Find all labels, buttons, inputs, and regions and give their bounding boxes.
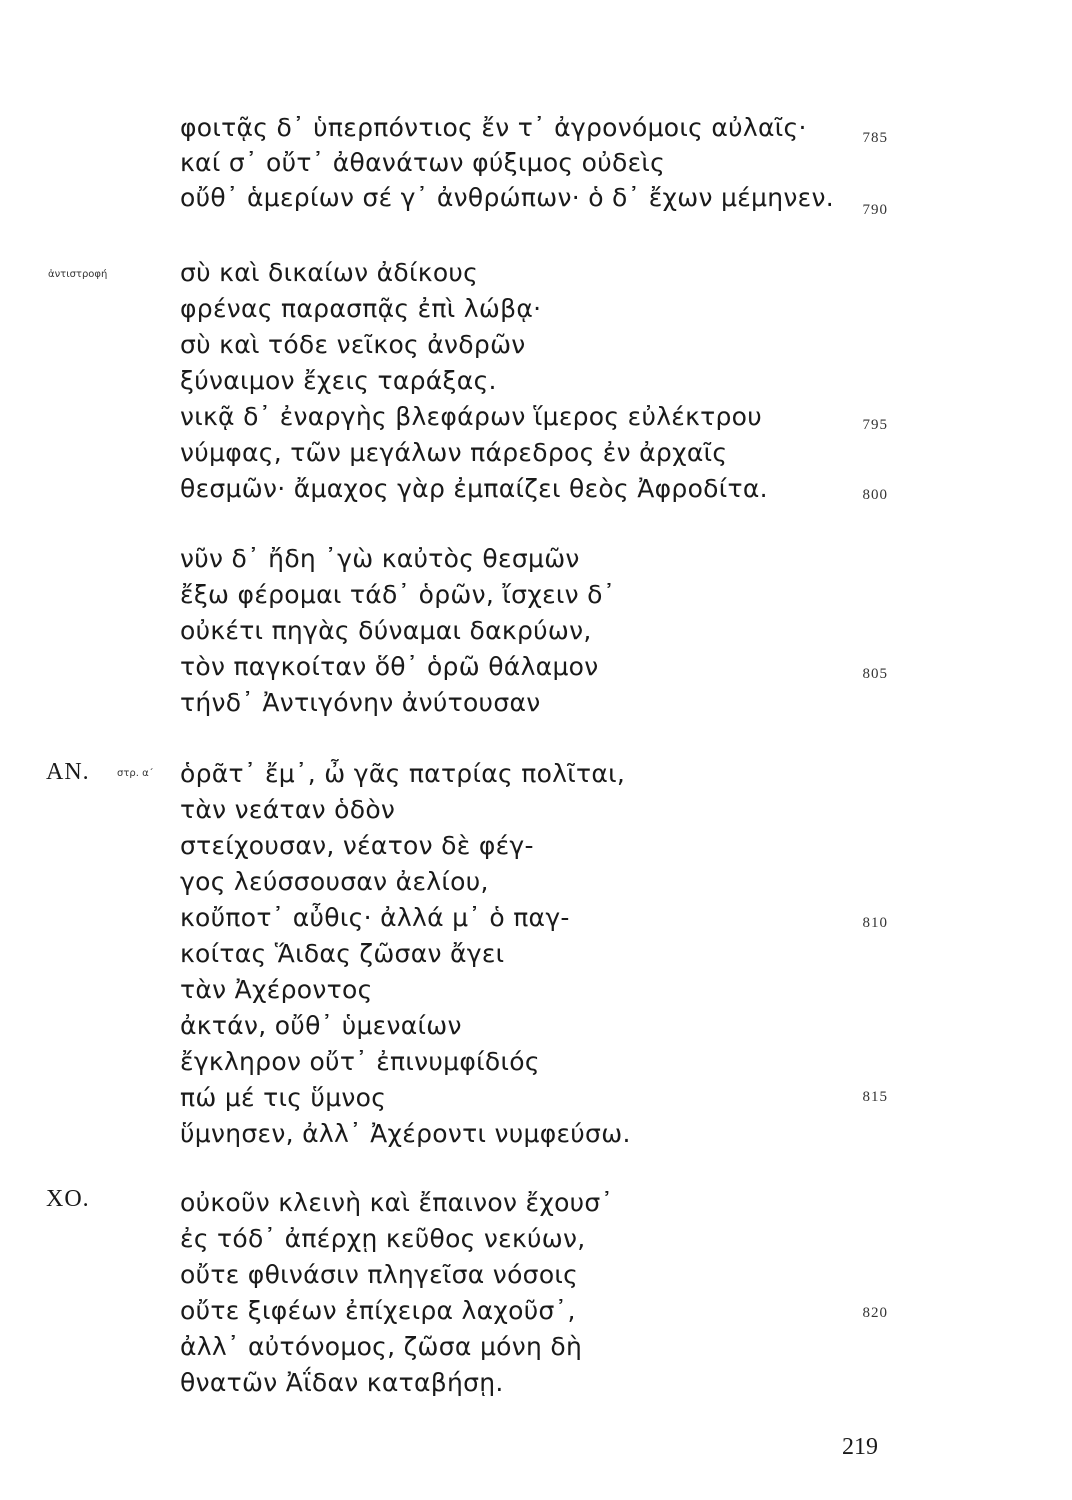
verse-line: θεσμῶν· ἄμαχος γὰρ ἐμπαίζει θεὸς Ἀφροδίτα. (180, 474, 768, 503)
verse-line: γος λεύσσουσαν ἀελίου, (180, 867, 489, 896)
speaker-label: AN. (46, 759, 90, 785)
page-number: 219 (842, 1434, 878, 1460)
verse-line: φρένας παρασπᾷς ἐπὶ λώβᾳ· (180, 294, 542, 323)
verse-line: ἀκτάν, οὔθ᾽ ὑμεναίων (180, 1011, 462, 1040)
verse-line: σὺ καὶ δικαίων ἀδίκους (180, 258, 479, 287)
verse-line: οὐκοῦν κλεινὴ καὶ ἔπαινον ἔχουσ᾽ (180, 1188, 614, 1217)
verse-line: θνατῶν Ἀΐδαν καταβήσῃ. (180, 1368, 504, 1397)
verse-line: τὰν νεάταν ὁδὸν (180, 795, 396, 824)
verse-line: σὺ καὶ τόδε νεῖκος ἀνδρῶν (180, 330, 526, 359)
verse-line: καί σ᾽ οὔτ᾽ ἀθανάτων φύξιμος οὐδεὶς (180, 148, 666, 177)
verse-line: ἀλλ᾽ αὐτόνομος, ζῶσα μόνη δὴ (180, 1332, 583, 1361)
verse-line: στείχουσαν, νέατον δὲ φέγ- (180, 831, 534, 860)
verse-line: ὁρᾶτ᾽ ἔμ᾽, ὦ γᾶς πατρίας πολῖται, (180, 759, 626, 788)
line-number: 790 (862, 202, 888, 218)
verse-line: τήνδ᾽ Ἀντιγόνην ἀνύτουσαν (180, 688, 541, 717)
verse-line: οὔτε φθινάσιν πληγεῖσα νόσοις (180, 1260, 579, 1289)
verse-line: νικᾷ δ᾽ ἐναργὴς βλεφάρων ἵμερος εὐλέκτρου (180, 402, 763, 431)
verse-line: κοὔποτ᾽ αὖθις· ἀλλά μ᾽ ὁ παγ- (180, 903, 570, 932)
verse-line: ξύναιμον ἔχεις ταράξας. (180, 366, 497, 395)
verse-line: πώ μέ τις ὕμνος (180, 1083, 387, 1112)
line-number: 785 (862, 130, 888, 146)
verse-line: οὔτε ξιφέων ἐπίχειρα λαχοῦσ᾽, (180, 1296, 576, 1325)
verse-line: ἔγκληρον οὔτ᾽ ἐπινυμφίδιός (180, 1047, 540, 1076)
verse-line: οὐκέτι πηγὰς δύναμαι δακρύων, (180, 616, 592, 645)
strophe-label: στρ. α´ (117, 768, 154, 779)
verse-line: φοιτᾷς δ᾽ ὑπερπόντιος ἔν τ᾽ ἀγρονόμοις αὐλαῖς· (180, 113, 807, 142)
verse-line: κοίτας Ἅιδας ζῶσαν ἄγει (180, 939, 505, 968)
line-number: 820 (862, 1305, 888, 1321)
line-number: 800 (862, 487, 888, 503)
verse-line: τὸν παγκοίταν ὅθ᾽ ὁρῶ θάλαμον (180, 652, 599, 681)
line-number: 815 (862, 1089, 888, 1105)
verse-line: ἔξω φέρομαι τάδ᾽ ὁρῶν, ἴσχειν δ᾽ (180, 580, 616, 609)
antistrophe-label: ἀντιστροφή (48, 269, 108, 280)
verse-line: νῦν δ᾽ ἤδη ᾽γὼ καὐτὸς θεσμῶν (180, 544, 580, 573)
verse-line: νύμφας, τῶν μεγάλων πάρεδρος ἐν ἀρχαῖς (180, 438, 728, 467)
line-number: 810 (862, 915, 888, 931)
line-number: 795 (862, 417, 888, 433)
verse-line: ἐς τόδ᾽ ἀπέρχῃ κεῦθος νεκύων, (180, 1224, 586, 1253)
verse-line: ὕμνησεν, ἀλλ᾽ Ἀχέροντι νυμφεύσω. (180, 1119, 631, 1148)
speaker-label: XO. (46, 1186, 90, 1212)
verse-line: τὰν Ἀχέροντος (180, 975, 373, 1004)
verse-line: οὔθ᾽ ἁμερίων σέ γ᾽ ἀνθρώπων· ὁ δ᾽ ἔχων μέμηνεν. (180, 183, 834, 212)
line-number: 805 (862, 666, 888, 682)
